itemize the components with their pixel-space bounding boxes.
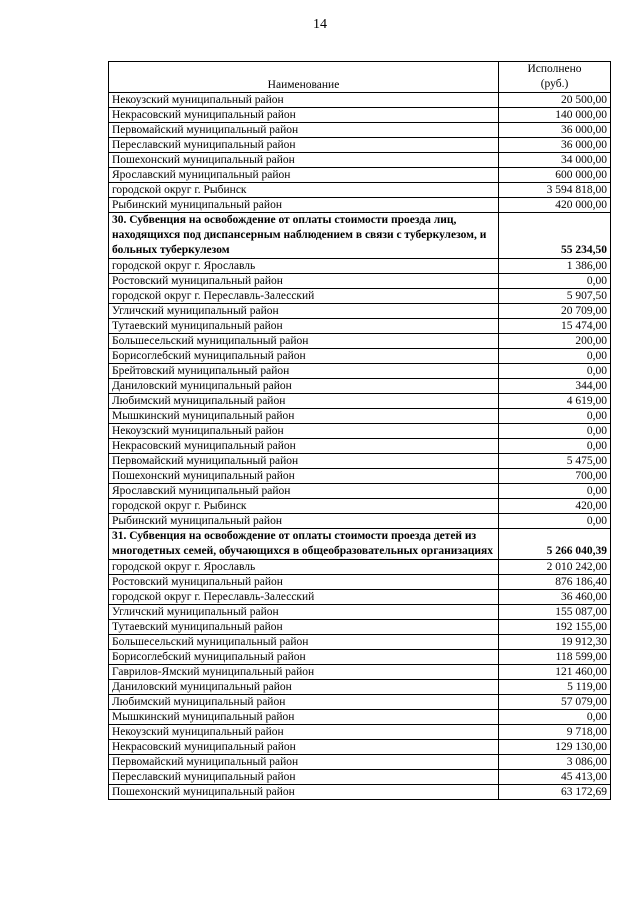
- row-name: Любимский муниципальный район: [109, 394, 499, 409]
- row-amount: 876 186,40: [499, 575, 611, 590]
- row-amount: 63 172,69: [499, 785, 611, 800]
- table-row: [109, 575, 611, 590]
- table-row: [109, 725, 611, 740]
- table-row: [109, 274, 611, 289]
- row-amount: 129 130,00: [499, 740, 611, 755]
- row-amount: 600 000,00: [499, 168, 611, 183]
- row-name: Некоузский муниципальный район: [109, 424, 499, 439]
- table-header-row: [109, 62, 611, 93]
- row-name: Тутаевский муниципальный район: [109, 319, 499, 334]
- column-header-amount-line2: (руб.): [540, 78, 569, 90]
- section-row: [109, 529, 611, 560]
- table-row: [109, 605, 611, 620]
- row-name: Гаврилов-Ямский муниципальный район: [109, 665, 499, 680]
- row-amount: 200,00: [499, 334, 611, 349]
- table-row: [109, 514, 611, 529]
- row-name: Переславский муниципальный район: [109, 138, 499, 153]
- row-amount: 5 907,50: [499, 289, 611, 304]
- row-name: городской округ г. Переславль-Залесский: [109, 590, 499, 605]
- row-amount: 155 087,00: [499, 605, 611, 620]
- table-row: [109, 304, 611, 319]
- row-amount: 57 079,00: [499, 695, 611, 710]
- row-name: городской округ г. Ярославль: [109, 259, 499, 274]
- table-row: [109, 439, 611, 454]
- table-row: [109, 499, 611, 514]
- table-row: [109, 394, 611, 409]
- table-row: [109, 409, 611, 424]
- row-amount: 5 475,00: [499, 454, 611, 469]
- row-amount: 0,00: [499, 439, 611, 454]
- section-total: 55 234,50: [499, 213, 611, 259]
- row-name: Переславский муниципальный район: [109, 770, 499, 785]
- table-row: [109, 680, 611, 695]
- table-row: [109, 590, 611, 605]
- row-amount: 45 413,00: [499, 770, 611, 785]
- row-amount: 344,00: [499, 379, 611, 394]
- row-name: Большесельский муниципальный район: [109, 334, 499, 349]
- column-header-name: Наименование: [109, 62, 499, 93]
- row-amount: 140 000,00: [499, 108, 611, 123]
- row-amount: 34 000,00: [499, 153, 611, 168]
- row-name: Мышкинский муниципальный район: [109, 409, 499, 424]
- row-name: Первомайский муниципальный район: [109, 454, 499, 469]
- row-amount: 20 709,00: [499, 304, 611, 319]
- row-name: Большесельский муниципальный район: [109, 635, 499, 650]
- row-name: Рыбинский муниципальный район: [109, 514, 499, 529]
- column-header-amount: [499, 62, 611, 93]
- table-row: [109, 469, 611, 484]
- row-name: Мышкинский муниципальный район: [109, 710, 499, 725]
- table-row: [109, 108, 611, 123]
- table-row: [109, 123, 611, 138]
- table-row: [109, 740, 611, 755]
- row-amount: 121 460,00: [499, 665, 611, 680]
- row-name: Брейтовский муниципальный район: [109, 364, 499, 379]
- row-name: Ярославский муниципальный район: [109, 168, 499, 183]
- row-name: Ростовский муниципальный район: [109, 575, 499, 590]
- table-row: [109, 560, 611, 575]
- row-name: Некоузский муниципальный район: [109, 93, 499, 108]
- row-amount: 5 119,00: [499, 680, 611, 695]
- table-row: [109, 620, 611, 635]
- table-row: [109, 153, 611, 168]
- row-name: городской округ г. Рыбинск: [109, 183, 499, 198]
- row-amount: 0,00: [499, 424, 611, 439]
- table-row: [109, 259, 611, 274]
- row-name: Даниловский муниципальный район: [109, 680, 499, 695]
- table-row: [109, 650, 611, 665]
- row-name: Первомайский муниципальный район: [109, 123, 499, 138]
- row-name: Ростовский муниципальный район: [109, 274, 499, 289]
- row-amount: 20 500,00: [499, 93, 611, 108]
- row-amount: 9 718,00: [499, 725, 611, 740]
- row-amount: 0,00: [499, 409, 611, 424]
- table-row: [109, 138, 611, 153]
- row-name: Ярославский муниципальный район: [109, 484, 499, 499]
- row-name: Первомайский муниципальный район: [109, 755, 499, 770]
- row-amount: 192 155,00: [499, 620, 611, 635]
- row-name: Некрасовский муниципальный район: [109, 439, 499, 454]
- row-name: городской округ г. Рыбинск: [109, 499, 499, 514]
- row-amount: 2 010 242,00: [499, 560, 611, 575]
- table-row: [109, 379, 611, 394]
- table-row: [109, 168, 611, 183]
- table-row: [109, 349, 611, 364]
- row-amount: 19 912,30: [499, 635, 611, 650]
- row-amount: 0,00: [499, 349, 611, 364]
- row-name: Борисоглебский муниципальный район: [109, 349, 499, 364]
- row-name: Угличский муниципальный район: [109, 605, 499, 620]
- row-amount: 36 000,00: [499, 123, 611, 138]
- table-row: [109, 770, 611, 785]
- row-amount: 0,00: [499, 274, 611, 289]
- table-row: [109, 695, 611, 710]
- row-amount: 0,00: [499, 710, 611, 725]
- row-amount: 0,00: [499, 484, 611, 499]
- row-amount: 36 460,00: [499, 590, 611, 605]
- row-name: Пошехонский муниципальный район: [109, 785, 499, 800]
- table-row: [109, 665, 611, 680]
- row-name: Даниловский муниципальный район: [109, 379, 499, 394]
- table-row: [109, 93, 611, 108]
- row-amount: 3 594 818,00: [499, 183, 611, 198]
- row-amount: 15 474,00: [499, 319, 611, 334]
- table-row: [109, 454, 611, 469]
- table-row: [109, 710, 611, 725]
- row-name: городской округ г. Переславль-Залесский: [109, 289, 499, 304]
- table-row: [109, 183, 611, 198]
- table-row: [109, 755, 611, 770]
- row-amount: 0,00: [499, 514, 611, 529]
- table-row: [109, 364, 611, 379]
- row-name: Некрасовский муниципальный район: [109, 740, 499, 755]
- row-amount: 4 619,00: [499, 394, 611, 409]
- row-amount: 1 386,00: [499, 259, 611, 274]
- row-name: Пошехонский муниципальный район: [109, 469, 499, 484]
- row-name: Угличский муниципальный район: [109, 304, 499, 319]
- table-body: [109, 93, 611, 800]
- row-name: Тутаевский муниципальный район: [109, 620, 499, 635]
- row-name: Некрасовский муниципальный район: [109, 108, 499, 123]
- row-amount: 700,00: [499, 469, 611, 484]
- row-name: Борисоглебский муниципальный район: [109, 650, 499, 665]
- row-amount: 3 086,00: [499, 755, 611, 770]
- row-name: Некоузский муниципальный район: [109, 725, 499, 740]
- table-row: [109, 198, 611, 213]
- row-name: Любимский муниципальный район: [109, 695, 499, 710]
- section-title: 31. Субвенция на освобождение от оплаты стоимости проезда детей из многодетных семей, обучающихся в общеобразовательных организациях: [109, 529, 499, 560]
- table-row: [109, 289, 611, 304]
- page-number: 14: [313, 17, 327, 32]
- row-name: городской округ г. Ярославль: [109, 560, 499, 575]
- row-amount: 420 000,00: [499, 198, 611, 213]
- table-row: [109, 334, 611, 349]
- table-row: [109, 635, 611, 650]
- row-amount: 0,00: [499, 364, 611, 379]
- section-total: 5 266 040,39: [499, 529, 611, 560]
- row-amount: 118 599,00: [499, 650, 611, 665]
- row-amount: 420,00: [499, 499, 611, 514]
- table-row: [109, 785, 611, 800]
- row-name: Рыбинский муниципальный район: [109, 198, 499, 213]
- row-amount: 36 000,00: [499, 138, 611, 153]
- table-row: [109, 319, 611, 334]
- column-header-amount-line1: Исполнено: [527, 63, 582, 75]
- section-row: [109, 213, 611, 259]
- row-name: Пошехонский муниципальный район: [109, 153, 499, 168]
- table-row: [109, 424, 611, 439]
- budget-table: [108, 61, 611, 800]
- section-title: 30. Субвенция на освобождение от оплаты стоимости проезда лиц, находящихся под диспансерным наблюдением в связи с туберкулезом, и больных туберкулезом: [109, 213, 499, 259]
- table-row: [109, 484, 611, 499]
